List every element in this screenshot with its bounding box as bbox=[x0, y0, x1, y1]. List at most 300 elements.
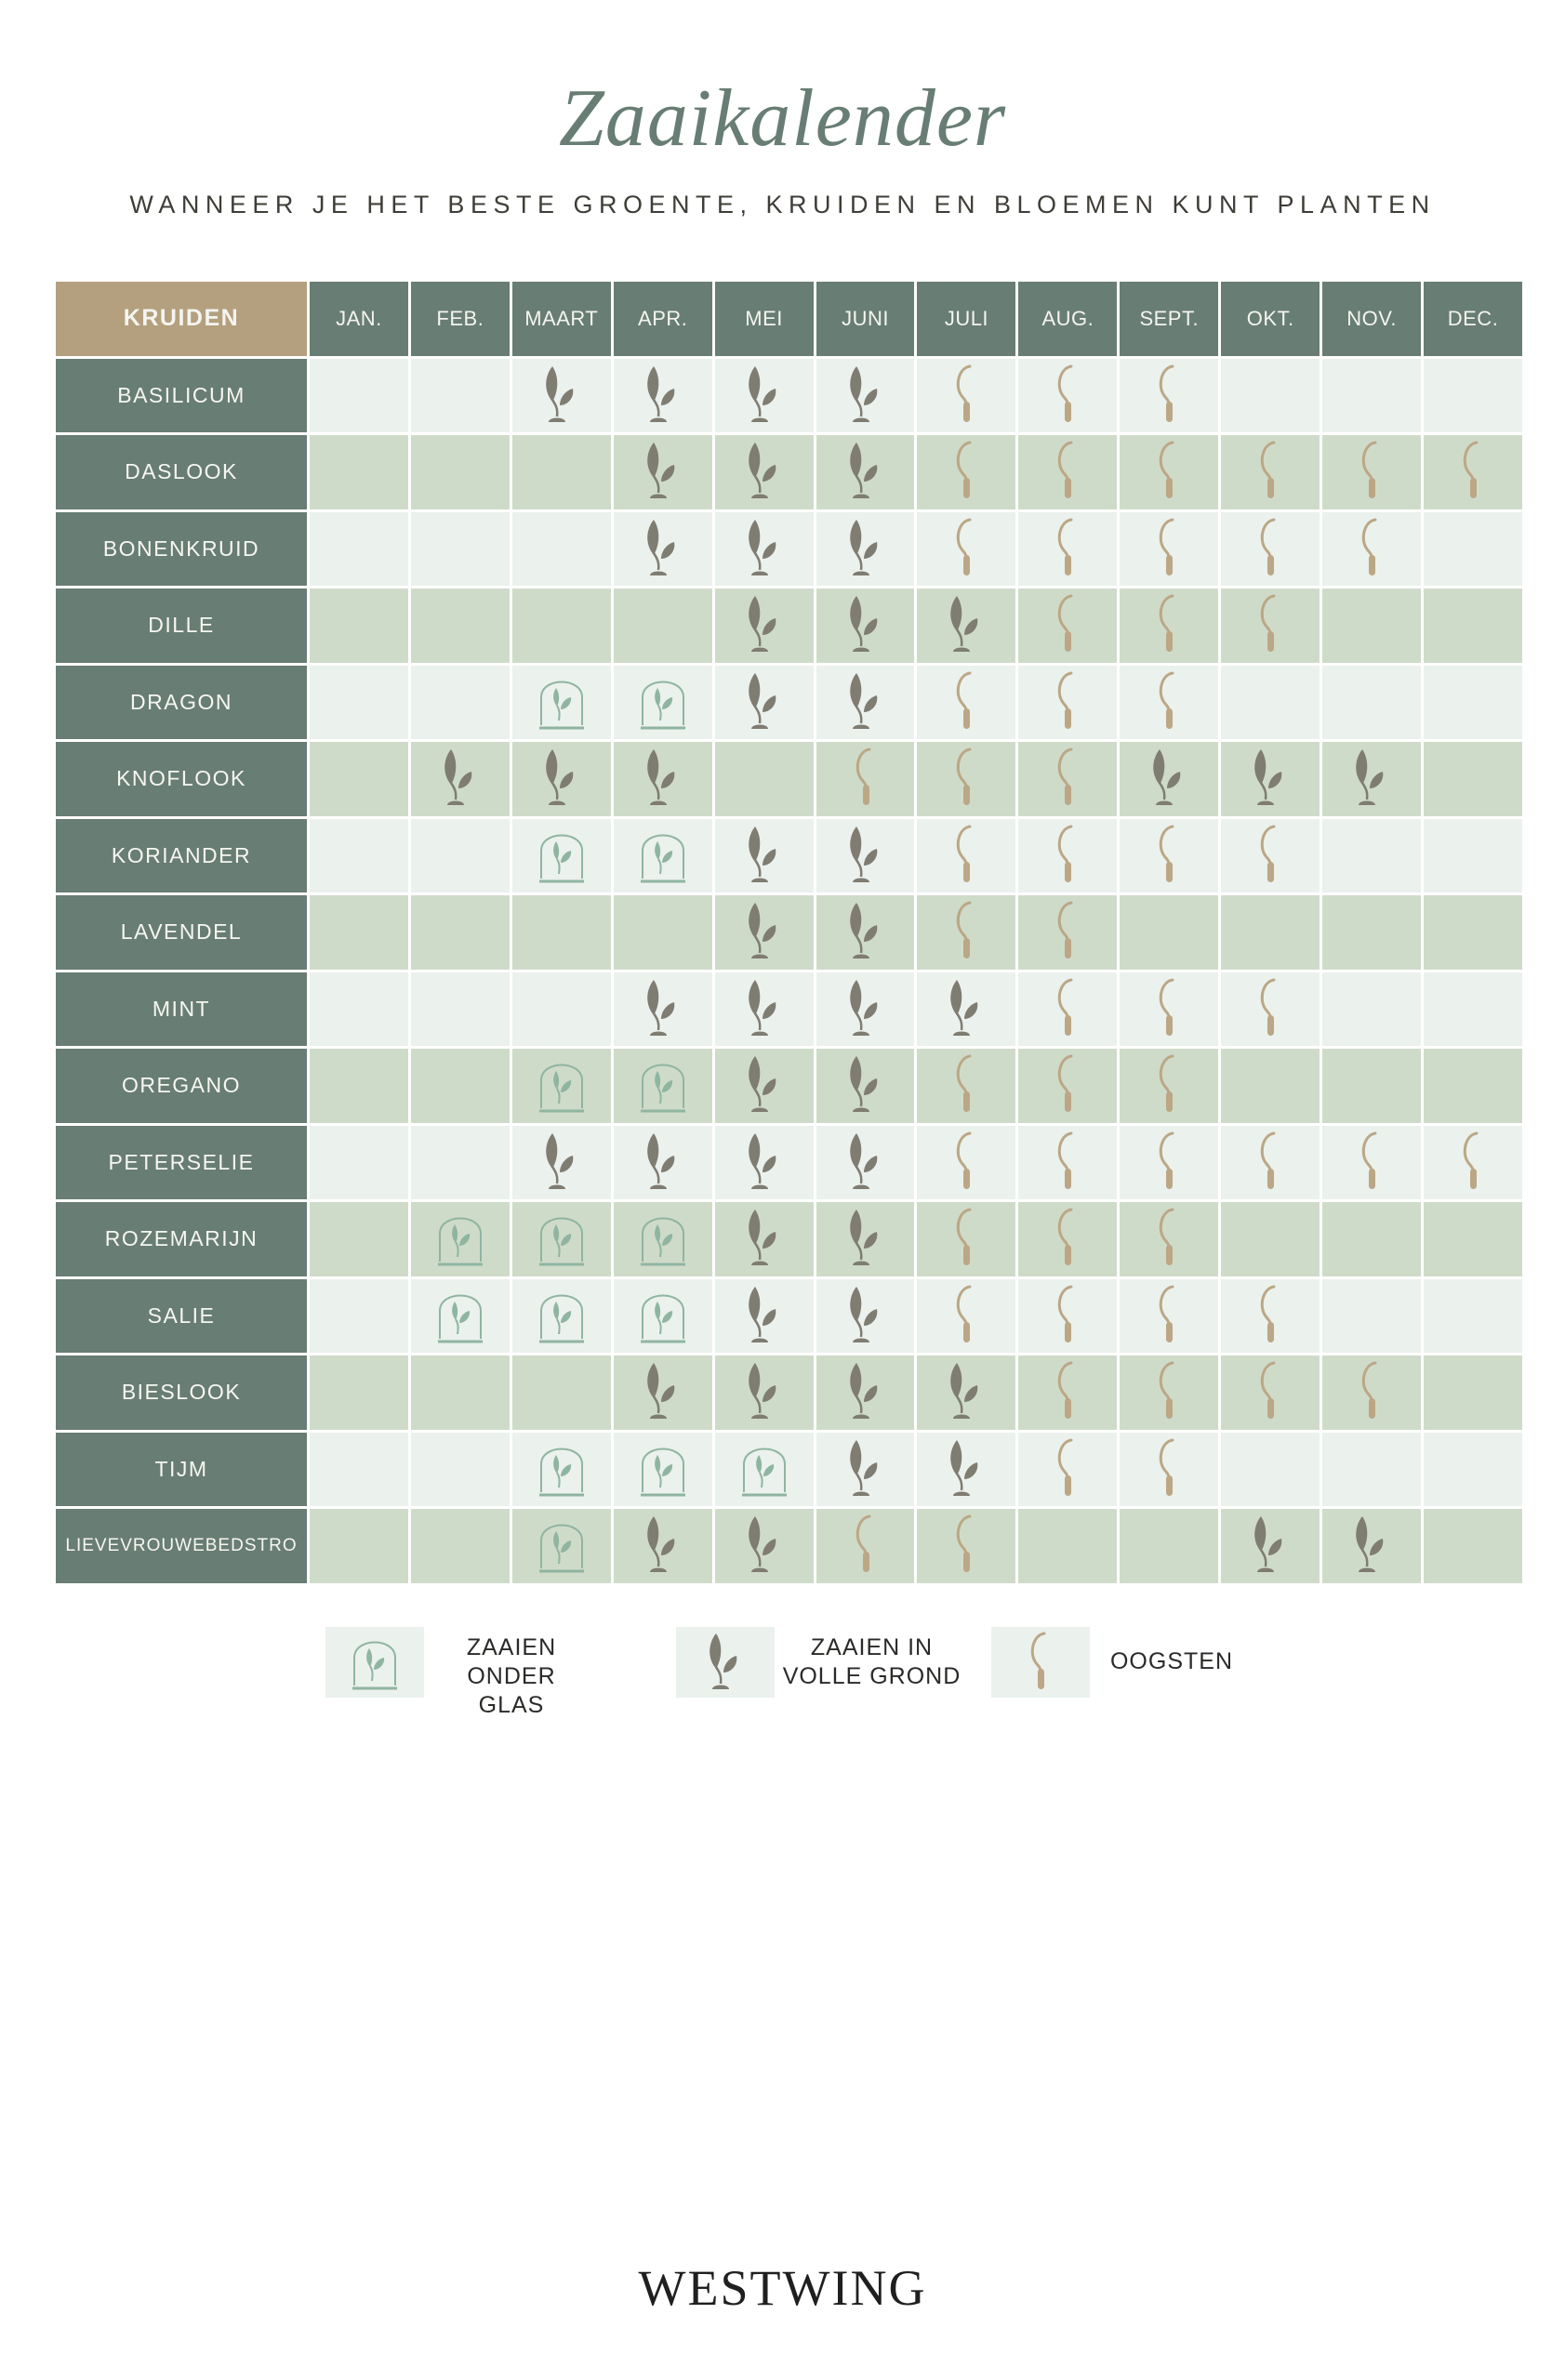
calendar-cell bbox=[1018, 666, 1117, 740]
seedling-icon bbox=[836, 1359, 895, 1425]
row-label-herb: BONENKRUID bbox=[56, 512, 307, 587]
sickle-icon bbox=[1038, 592, 1097, 658]
sickle-icon bbox=[1240, 516, 1300, 582]
calendar-cell bbox=[1120, 666, 1218, 740]
calendar-cell bbox=[310, 435, 408, 509]
calendar-cell bbox=[512, 895, 611, 970]
calendar-cell bbox=[1322, 1202, 1421, 1276]
sickle-icon bbox=[1038, 1130, 1097, 1196]
calendar-cell bbox=[614, 1355, 712, 1430]
calendar-cell bbox=[1322, 742, 1421, 816]
row-label-herb: DRAGON bbox=[56, 666, 307, 740]
sickle-icon bbox=[1240, 976, 1300, 1042]
sickle-icon bbox=[1139, 592, 1199, 658]
month-header: DEC. bbox=[1424, 282, 1522, 356]
legend-label-line: VOLLE GROND bbox=[782, 1663, 962, 1689]
seedling-icon bbox=[836, 439, 895, 505]
calendar-cell bbox=[1018, 742, 1117, 816]
sickle-icon bbox=[1038, 1052, 1097, 1118]
row-label-herb: LIEVEVROUWEBEDSTRO bbox=[56, 1509, 307, 1583]
sickle-icon bbox=[936, 516, 996, 582]
month-header: MEI bbox=[715, 282, 814, 356]
calendar-cell bbox=[1424, 359, 1522, 433]
calendar-cell bbox=[1322, 819, 1421, 893]
calendar-cell bbox=[512, 512, 611, 587]
seedling-icon bbox=[633, 1513, 693, 1579]
calendar-cell bbox=[1120, 1509, 1218, 1583]
calendar-cell bbox=[310, 1279, 408, 1354]
sickle-icon bbox=[936, 746, 996, 812]
calendar-cell bbox=[1424, 819, 1522, 893]
seedling-icon bbox=[532, 746, 591, 812]
sickle-icon bbox=[1240, 1130, 1300, 1196]
row-label-herb: MINT bbox=[56, 972, 307, 1047]
calendar-cell bbox=[1424, 972, 1522, 1047]
sickle-icon bbox=[1240, 439, 1300, 505]
calendar-cell bbox=[1322, 895, 1421, 970]
calendar-cell bbox=[816, 1279, 915, 1354]
calendar-cell bbox=[1221, 1279, 1320, 1354]
row-label-herb: SALIE bbox=[56, 1279, 307, 1354]
calendar-cell bbox=[512, 742, 611, 816]
calendar-cell bbox=[411, 1202, 510, 1276]
calendar-cell bbox=[1424, 1433, 1522, 1507]
month-header: APR. bbox=[614, 282, 712, 356]
sickle-icon bbox=[936, 1513, 996, 1579]
sickle-icon bbox=[1139, 976, 1199, 1042]
seedling-icon bbox=[735, 363, 794, 429]
seedling-icon bbox=[836, 363, 895, 429]
calendar-cell bbox=[1120, 512, 1218, 587]
calendar-cell bbox=[715, 435, 814, 509]
calendar-cell bbox=[917, 666, 1015, 740]
calendar-cell bbox=[1424, 1509, 1522, 1583]
calendar-cell bbox=[1018, 1355, 1117, 1430]
calendar-cell bbox=[1322, 1509, 1421, 1583]
sickle-icon bbox=[936, 439, 996, 505]
calendar-cell bbox=[1221, 1509, 1320, 1583]
calendar-cell bbox=[411, 972, 510, 1047]
calendar-cell bbox=[411, 588, 510, 663]
calendar-cell bbox=[816, 819, 915, 893]
calendar-cell bbox=[715, 972, 814, 1047]
seedling-under-glass-icon bbox=[532, 1052, 591, 1118]
calendar-cell bbox=[1221, 895, 1320, 970]
calendar-cell bbox=[1322, 588, 1421, 663]
calendar-cell bbox=[816, 1126, 915, 1200]
calendar-cell bbox=[614, 435, 712, 509]
legend-swatch-under-glass bbox=[325, 1627, 424, 1698]
calendar-cell bbox=[1322, 512, 1421, 587]
calendar-cell bbox=[310, 895, 408, 970]
calendar-cell bbox=[1424, 895, 1522, 970]
calendar-cell bbox=[715, 1279, 814, 1354]
calendar-cell bbox=[310, 1355, 408, 1430]
seedling-under-glass-icon bbox=[633, 1052, 693, 1118]
sickle-icon bbox=[936, 669, 996, 735]
seedling-under-glass-icon bbox=[532, 1283, 591, 1349]
seedling-icon bbox=[696, 1630, 755, 1696]
calendar-cell bbox=[917, 819, 1015, 893]
sickle-icon bbox=[1240, 592, 1300, 658]
calendar-cell bbox=[310, 512, 408, 587]
calendar-cell bbox=[411, 359, 510, 433]
calendar-cell bbox=[512, 819, 611, 893]
seedling-icon bbox=[836, 669, 895, 735]
calendar-cell bbox=[614, 895, 712, 970]
calendar-cell bbox=[816, 1433, 915, 1507]
sickle-icon bbox=[1038, 1436, 1097, 1502]
seedling-icon bbox=[735, 516, 794, 582]
calendar-cell bbox=[917, 359, 1015, 433]
calendar-cell bbox=[1120, 742, 1218, 816]
month-header: OKT. bbox=[1221, 282, 1320, 356]
row-label-herb: BASILICUM bbox=[56, 359, 307, 433]
sickle-icon bbox=[1139, 1283, 1199, 1349]
seedling-icon bbox=[633, 363, 693, 429]
calendar-cell bbox=[917, 1202, 1015, 1276]
calendar-cell bbox=[1424, 1202, 1522, 1276]
calendar-cell bbox=[614, 1433, 712, 1507]
calendar-cell bbox=[1322, 435, 1421, 509]
legend bbox=[0, 1627, 1565, 1718]
calendar-cell bbox=[614, 512, 712, 587]
calendar-cell bbox=[715, 359, 814, 433]
calendar-cell bbox=[1221, 1202, 1320, 1276]
calendar-cell bbox=[411, 819, 510, 893]
seedling-icon bbox=[1240, 746, 1300, 812]
calendar-cell bbox=[310, 1126, 408, 1200]
sickle-icon bbox=[1139, 669, 1199, 735]
calendar-cell bbox=[310, 819, 408, 893]
seedling-icon bbox=[836, 516, 895, 582]
row-label-herb: TIJM bbox=[56, 1433, 307, 1507]
calendar-cell bbox=[816, 512, 915, 587]
calendar-cell bbox=[411, 435, 510, 509]
calendar-cell bbox=[512, 588, 611, 663]
calendar-cell bbox=[1221, 742, 1320, 816]
month-header: AUG. bbox=[1018, 282, 1117, 356]
seedling-icon bbox=[735, 439, 794, 505]
calendar-cell bbox=[1424, 435, 1522, 509]
sickle-icon bbox=[1038, 1283, 1097, 1349]
calendar-cell bbox=[917, 972, 1015, 1047]
seedling-icon bbox=[936, 1436, 996, 1502]
row-label-herb: DILLE bbox=[56, 588, 307, 663]
sickle-icon bbox=[936, 823, 996, 889]
calendar-cell bbox=[512, 972, 611, 1047]
calendar-cell bbox=[816, 742, 915, 816]
calendar-cell bbox=[1424, 1355, 1522, 1430]
calendar-cell bbox=[1120, 588, 1218, 663]
seedling-under-glass-icon bbox=[633, 1206, 693, 1272]
sickle-icon bbox=[1342, 439, 1401, 505]
row-label-herb: OREGANO bbox=[56, 1049, 307, 1123]
seedling-under-glass-icon bbox=[532, 1206, 591, 1272]
seedling-icon bbox=[633, 746, 693, 812]
seedling-icon bbox=[735, 976, 794, 1042]
calendar-cell bbox=[1424, 742, 1522, 816]
sickle-icon bbox=[1139, 1436, 1199, 1502]
calendar-cell bbox=[1322, 1126, 1421, 1200]
calendar-cell bbox=[512, 1355, 611, 1430]
seedling-under-glass-icon bbox=[532, 1513, 591, 1579]
seedling-icon bbox=[836, 1130, 895, 1196]
calendar-cell bbox=[816, 895, 915, 970]
seedling-under-glass-icon bbox=[633, 1436, 693, 1502]
calendar-cell bbox=[411, 1433, 510, 1507]
seedling-icon bbox=[936, 976, 996, 1042]
calendar-cell bbox=[1322, 666, 1421, 740]
calendar-cell bbox=[1018, 1279, 1117, 1354]
calendar-cell bbox=[816, 666, 915, 740]
calendar-cell bbox=[1018, 972, 1117, 1047]
calendar-cell bbox=[1120, 1126, 1218, 1200]
legend-swatch-open-ground bbox=[676, 1627, 775, 1698]
seedling-icon bbox=[532, 363, 591, 429]
calendar-cell bbox=[1424, 1279, 1522, 1354]
sickle-icon bbox=[836, 746, 895, 812]
month-header: JUNI bbox=[816, 282, 915, 356]
calendar-cell bbox=[1322, 1355, 1421, 1430]
calendar-cell bbox=[512, 1279, 611, 1354]
seedling-icon bbox=[735, 899, 794, 965]
sickle-icon bbox=[936, 899, 996, 965]
calendar-cell bbox=[512, 666, 611, 740]
seedling-under-glass-icon bbox=[431, 1206, 490, 1272]
calendar-cell bbox=[411, 1126, 510, 1200]
calendar-cell bbox=[411, 1049, 510, 1123]
seedling-icon bbox=[936, 1359, 996, 1425]
calendar-cell bbox=[715, 819, 814, 893]
seedling-under-glass-icon bbox=[735, 1436, 794, 1502]
sickle-icon bbox=[1139, 1130, 1199, 1196]
row-label-herb: PETERSELIE bbox=[56, 1126, 307, 1200]
calendar-cell bbox=[1221, 1126, 1320, 1200]
seedling-icon bbox=[633, 1130, 693, 1196]
sickle-icon bbox=[1240, 823, 1300, 889]
calendar-cell bbox=[614, 666, 712, 740]
sickle-icon bbox=[936, 363, 996, 429]
row-label-herb: ROZEMARIJN bbox=[56, 1202, 307, 1276]
calendar-cell bbox=[310, 359, 408, 433]
month-header: JULI bbox=[917, 282, 1015, 356]
calendar-cell bbox=[917, 1049, 1015, 1123]
sickle-icon bbox=[936, 1052, 996, 1118]
legend-label-open-ground bbox=[781, 1633, 962, 1691]
calendar-cell bbox=[614, 1509, 712, 1583]
seedling-icon bbox=[735, 592, 794, 658]
seedling-under-glass-icon bbox=[532, 1436, 591, 1502]
calendar-cell bbox=[816, 359, 915, 433]
legend-label-line: ZAAIEN IN bbox=[810, 1634, 934, 1660]
calendar-cell bbox=[917, 1509, 1015, 1583]
calendar-cell bbox=[816, 588, 915, 663]
calendar-cell bbox=[310, 972, 408, 1047]
calendar-cell bbox=[310, 1433, 408, 1507]
brand-logo: WESTWING bbox=[638, 2260, 927, 2316]
calendar-cell bbox=[1120, 895, 1218, 970]
calendar-cell bbox=[1424, 588, 1522, 663]
sickle-icon bbox=[1139, 439, 1199, 505]
calendar-cell bbox=[1018, 588, 1117, 663]
calendar-cell bbox=[512, 1433, 611, 1507]
month-header: JAN. bbox=[310, 282, 408, 356]
legend-label-harvest: OOGSTEN bbox=[1109, 1648, 1233, 1674]
sickle-icon bbox=[1038, 363, 1097, 429]
calendar-cell bbox=[614, 1126, 712, 1200]
calendar-cell bbox=[614, 588, 712, 663]
calendar-cell bbox=[1018, 1509, 1117, 1583]
sowing-calendar-table bbox=[56, 282, 1522, 1583]
calendar-cell bbox=[816, 1355, 915, 1430]
calendar-cell bbox=[1120, 359, 1218, 433]
calendar-cell bbox=[1322, 1279, 1421, 1354]
calendar-cell bbox=[1018, 359, 1117, 433]
seedling-icon bbox=[936, 592, 996, 658]
seedling-icon bbox=[735, 823, 794, 889]
calendar-cell bbox=[512, 1509, 611, 1583]
calendar-cell bbox=[715, 1509, 814, 1583]
calendar-cell bbox=[715, 666, 814, 740]
seedling-icon bbox=[735, 1206, 794, 1272]
calendar-cell bbox=[1322, 359, 1421, 433]
calendar-cell bbox=[1424, 1126, 1522, 1200]
seedling-icon bbox=[633, 516, 693, 582]
sickle-icon bbox=[1038, 1359, 1097, 1425]
sickle-icon bbox=[1139, 1052, 1199, 1118]
calendar-cell bbox=[512, 359, 611, 433]
seedling-under-glass-icon bbox=[633, 1283, 693, 1349]
sickle-icon bbox=[1342, 1130, 1401, 1196]
calendar-cell bbox=[411, 666, 510, 740]
page-title: Zaaikalender bbox=[558, 73, 1007, 164]
month-header: MAART bbox=[512, 282, 611, 356]
calendar-cell bbox=[1221, 819, 1320, 893]
sickle-icon bbox=[1139, 1206, 1199, 1272]
calendar-cell bbox=[816, 1202, 915, 1276]
seedling-icon bbox=[735, 1283, 794, 1349]
calendar-cell bbox=[1221, 359, 1320, 433]
row-label-herb: LAVENDEL bbox=[56, 895, 307, 970]
legend-label-line: ONDER GLAS bbox=[467, 1663, 556, 1718]
calendar-cell bbox=[614, 742, 712, 816]
calendar-cell bbox=[816, 1509, 915, 1583]
calendar-cell bbox=[1018, 895, 1117, 970]
seedling-icon bbox=[836, 592, 895, 658]
seedling-icon bbox=[633, 439, 693, 505]
calendar-cell bbox=[1018, 1049, 1117, 1123]
row-label-herb: BIESLOOK bbox=[56, 1355, 307, 1430]
legend-label-line: ZAAIEN bbox=[466, 1634, 557, 1660]
sickle-icon bbox=[1038, 439, 1097, 505]
calendar-cell bbox=[614, 1049, 712, 1123]
sickle-icon bbox=[1038, 746, 1097, 812]
calendar-cell bbox=[1322, 972, 1421, 1047]
sickle-icon bbox=[1342, 1359, 1401, 1425]
seedling-under-glass-icon bbox=[633, 823, 693, 889]
month-header: NOV. bbox=[1322, 282, 1421, 356]
calendar-cell bbox=[1120, 1355, 1218, 1430]
calendar-cell bbox=[614, 359, 712, 433]
seedling-icon bbox=[1342, 746, 1401, 812]
seedling-icon bbox=[735, 1513, 794, 1579]
calendar-cell bbox=[917, 1433, 1015, 1507]
calendar-cell bbox=[1221, 435, 1320, 509]
seedling-icon bbox=[836, 1206, 895, 1272]
calendar-cell bbox=[917, 895, 1015, 970]
calendar-cell bbox=[411, 895, 510, 970]
seedling-under-glass-icon bbox=[532, 669, 591, 735]
seedling-icon bbox=[735, 1359, 794, 1425]
calendar-cell bbox=[715, 1202, 814, 1276]
calendar-cell bbox=[816, 972, 915, 1047]
seedling-icon bbox=[836, 976, 895, 1042]
legend-label-under-glass bbox=[437, 1633, 586, 1720]
calendar-cell bbox=[715, 512, 814, 587]
calendar-cell bbox=[917, 742, 1015, 816]
calendar-cell bbox=[411, 1279, 510, 1354]
seedling-icon bbox=[1139, 746, 1199, 812]
calendar-cell bbox=[512, 1126, 611, 1200]
legend-swatch-harvest bbox=[991, 1627, 1090, 1698]
calendar-cell bbox=[614, 1279, 712, 1354]
seedling-icon bbox=[1342, 1513, 1401, 1579]
seedling-under-glass-icon bbox=[633, 669, 693, 735]
calendar-cell bbox=[1120, 972, 1218, 1047]
seedling-icon bbox=[633, 1359, 693, 1425]
calendar-cell bbox=[411, 512, 510, 587]
calendar-cell bbox=[917, 588, 1015, 663]
sickle-icon bbox=[1038, 823, 1097, 889]
seedling-icon bbox=[836, 1436, 895, 1502]
sickle-icon bbox=[1038, 516, 1097, 582]
seedling-icon bbox=[735, 1130, 794, 1196]
sickle-icon bbox=[1139, 1359, 1199, 1425]
calendar-cell bbox=[411, 1355, 510, 1430]
calendar-cell bbox=[1120, 819, 1218, 893]
sickle-icon bbox=[1038, 669, 1097, 735]
calendar-cell bbox=[917, 1355, 1015, 1430]
calendar-cell bbox=[1018, 819, 1117, 893]
row-label-herb: DASLOOK bbox=[56, 435, 307, 509]
calendar-cell bbox=[614, 1202, 712, 1276]
seedling-icon bbox=[431, 746, 490, 812]
calendar-cell bbox=[917, 1126, 1015, 1200]
calendar-cell bbox=[1221, 666, 1320, 740]
seedling-icon bbox=[836, 899, 895, 965]
calendar-cell bbox=[1018, 1433, 1117, 1507]
sickle-icon bbox=[1139, 823, 1199, 889]
sickle-icon bbox=[1240, 1359, 1300, 1425]
calendar-cell bbox=[715, 1433, 814, 1507]
calendar-cell bbox=[614, 819, 712, 893]
calendar-cell bbox=[917, 512, 1015, 587]
seedling-under-glass-icon bbox=[431, 1283, 490, 1349]
calendar-cell bbox=[1221, 588, 1320, 663]
calendar-cell bbox=[310, 742, 408, 816]
sickle-icon bbox=[1342, 516, 1401, 582]
calendar-cell bbox=[411, 742, 510, 816]
sickle-icon bbox=[1011, 1630, 1070, 1696]
calendar-cell bbox=[1018, 1202, 1117, 1276]
row-label-herb: KORIANDER bbox=[56, 819, 307, 893]
sickle-icon bbox=[936, 1206, 996, 1272]
month-header: FEB. bbox=[411, 282, 510, 356]
calendar-cell bbox=[1221, 1049, 1320, 1123]
seedling-icon bbox=[836, 1283, 895, 1349]
calendar-cell bbox=[1322, 1433, 1421, 1507]
